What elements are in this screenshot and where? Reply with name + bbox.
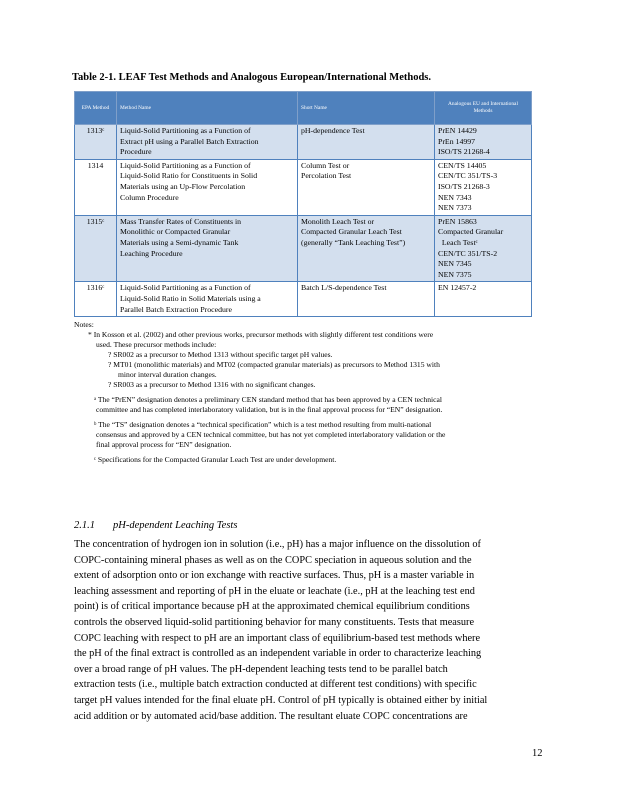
cell-method-name: Mass Transfer Rates of Constituents in Monolithic or Compacted Granular Materials using a Semi-dynamic Tank Leaching Procedure [117,215,298,282]
cell-method-name: Liquid-Solid Partitioning as a Function of Extract pH using a Parallel Batch Extraction Procedure [117,125,298,160]
section-number: 2.1.1 [74,520,95,531]
cell-analogous-methods: CEN/TS 14405 CEN/TC 351/TS-3 ISO/TS 21268-3 NEN 7343 NEN 7373 [435,159,532,215]
table-row [75,125,532,160]
paragraph-line: target pH values intended for the final eluate pH. Control of pH typically is obtained either by initial [74,694,488,706]
section-title: pH-dependent Leaching Tests [113,520,238,531]
cell-analogous-methods: EN 12457-2 [435,282,532,317]
paragraph-line: the pH of the final extract is controlled as an independent variable in order to characterize leaching [74,648,482,660]
paragraph-line: The concentration of hydrogen ion in solution (i.e., pH) has a major influence on the dissolution of [74,539,481,550]
header-analogous-methods: Analogous EU and International Methods [435,92,532,125]
note-bullet-mt01: ? MT01 (monolithic materials) and MT02 (compacted granular materials) as precursors to Method 1315 with [108,360,440,369]
note-precursor-intro-cont: used. These precursor methods include: [96,340,217,349]
cell-short-name: Column Test or Percolation Test [298,159,435,215]
cell-short-name: Monolith Leach Test or Compacted Granular Leach Test (generally “Tank Leaching Test”) [298,215,435,282]
paragraph-line: acid addition or by automated acid/base addition. The resultant eluate COPC concentrations are [74,710,468,722]
table-header-row [75,92,532,125]
note-precursor-intro: * In Kosson et al. (2002) and other previous works, precursor methods with slightly different test conditions were [88,330,434,339]
page-number: 12 [532,748,543,759]
header-epa-method: EPA Method [75,92,117,125]
note-bullet-mt01-cont: minor interval duration changes. [118,370,217,379]
table-row [75,215,532,282]
table-caption: Table 2-1. LEAF Test Methods and Analogous European/International Methods. [72,72,432,83]
note-a: ᵃ The “PrEN” designation denotes a preliminary CEN standard method that has been approved by a CEN technical [94,395,442,404]
cell-epa-method: 1315ᶜ [75,215,117,282]
paragraph-line: over a broad range of pH values. The pH-dependent leaching tests tend to be parallel batch [74,663,448,675]
notes-heading: Notes: [74,320,94,329]
paragraph-line: point) is of critical importance because pH at the approximated chemical equilibrium conditions [74,601,470,613]
note-bullet-sr003: ? SR003 as a precursor to Method 1316 with no significant changes. [108,380,316,389]
paragraph-line: extent of adsorption onto or ion exchange with reactive surfaces. Thus, pH is a master variable in [74,570,475,582]
section-heading [74,520,255,531]
cell-epa-method: 1314 [75,159,117,215]
header-short-name: Short Name [298,92,435,125]
paragraph-line: COPC-containing mineral phases as well as on the COPC speciation in aqueous solution and the [74,554,472,566]
table-row [75,282,532,317]
cell-epa-method: 1316ᶜ [75,282,117,317]
header-method-name: Method Name [117,92,298,125]
cell-analogous-methods: PrEN 15863 Compacted Granular Leach Testᶜ CEN/TC 351/TS-2 NEN 7345 NEN 7375 [435,215,532,282]
body-paragraph [74,537,546,724]
table-notes [74,320,544,465]
note-c: ᶜ Specifications for the Compacted Granular Leach Test are under development. [94,455,337,464]
cell-analogous-methods: PrEN 14429 PrEn 14997 ISO/TS 21268-4 [435,125,532,160]
note-b: ᵇ The “TS” designation denotes a “technical specification” which is a test method resulting from multi-national [94,420,432,429]
note-a-cont: committee and has completed interlaboratory validation, but is in the final approval process for “EN” designation. [96,405,443,414]
cell-short-name: pH-dependence Test [298,125,435,160]
note-b-cont2: final approval process for “EN” designation. [96,440,232,449]
paragraph-line: leaching assessment and reporting of pH in the eluate or leachate (i.e., pH at the leaching test end [74,585,475,597]
paragraph-line: controls the observed liquid-solid partitioning behavior for many constituents. Tests that measure [74,616,475,628]
cell-epa-method: 1313ᶜ [75,125,117,160]
table-row [75,159,532,215]
paragraph-line: COPC leaching with respect to pH are an important class of equilibrium-based test methods where [74,632,481,644]
cell-short-name: Batch L/S-dependence Test [298,282,435,317]
leaf-methods-table [74,91,532,317]
paragraph-line: extraction tests (i.e., multiple batch extraction conducted at different test conditions) with specific [74,679,477,691]
note-b-cont: consensus and approved by a CEN technical committee, but has not yet completed interlaboratory validation or the [96,430,446,439]
cell-method-name: Liquid-Solid Partitioning as a Function of Liquid-Solid Ratio for Constituents in Solid Materials using an Up-Flow Percolation Column Procedure [117,159,298,215]
cell-method-name: Liquid-Solid Partitioning as a Function of Liquid-Solid Ratio in Solid Materials using a Parallel Batch Extraction Procedure [117,282,298,317]
note-bullet-sr002: ? SR002 as a precursor to Method 1313 without specific target pH values. [108,350,333,359]
